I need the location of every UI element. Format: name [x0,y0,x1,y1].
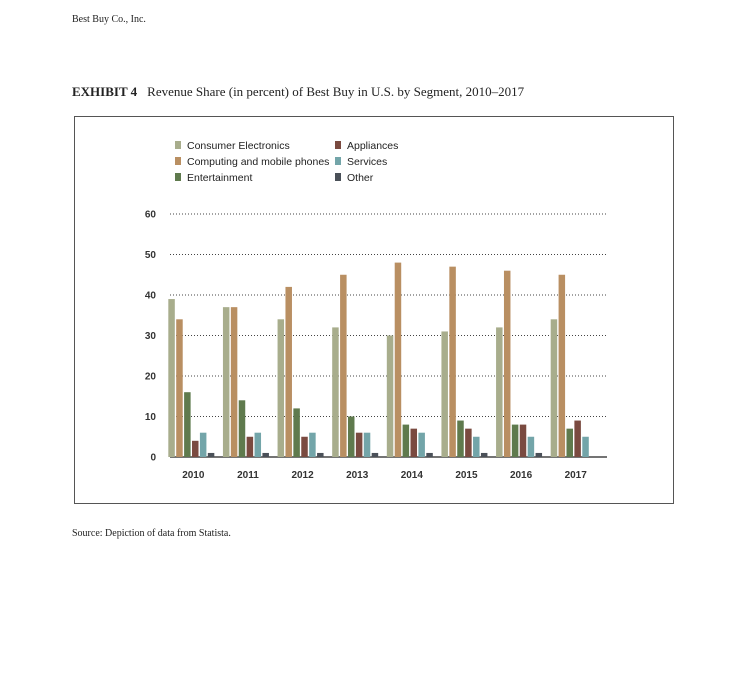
bar-2010-consumer-electronics [168,299,175,457]
bar-2011-services [255,433,262,457]
bar-2017-entertainment [566,429,573,457]
bar-2012-other [317,453,324,457]
bar-2017-services [582,437,589,457]
bar-2017-consumer-electronics [551,319,558,457]
bar-2012-appliances [301,437,308,457]
bar-2011-entertainment [239,400,246,457]
bar-2016-appliances [520,425,527,457]
bar-2012-computing-and-mobile-phones [285,287,292,457]
bar-2010-services [200,433,207,457]
company-header: Best Buy Co., Inc. [72,14,146,25]
bar-2012-entertainment [293,408,300,457]
legend-swatch-entertainment [175,173,181,181]
bar-2014-appliances [411,429,418,457]
y-tick-label-10: 10 [144,412,156,423]
y-tick-label-50: 50 [144,250,156,261]
bar-2014-entertainment [403,425,410,457]
bar-2016-services [528,437,535,457]
bar-2013-other [372,453,379,457]
bar-2015-consumer-electronics [441,331,448,457]
bar-2013-appliances [356,433,363,457]
x-tick-label-2012: 2012 [291,470,314,481]
legend-label-other: Other [347,172,374,184]
bar-2012-consumer-electronics [278,319,285,457]
bar-2014-consumer-electronics [387,336,394,458]
x-tick-label-2010: 2010 [182,470,205,481]
bar-2015-other [481,453,488,457]
legend-label-consumer-electronics: Consumer Electronics [187,140,290,152]
bar-2013-services [364,433,371,457]
bar-2011-other [262,453,269,457]
legend-swatch-consumer-electronics [175,141,181,149]
bar-2011-computing-and-mobile-phones [231,307,238,457]
bar-2017-appliances [574,421,581,457]
x-tick-label-2015: 2015 [455,470,478,481]
x-tick-label-2017: 2017 [564,470,587,481]
x-tick-label-2013: 2013 [346,470,369,481]
bar-2010-computing-and-mobile-phones [176,319,183,457]
bar-2011-appliances [247,437,254,457]
bar-2014-services [418,433,425,457]
y-tick-label-30: 30 [144,331,156,342]
bar-2015-computing-and-mobile-phones [449,267,456,457]
bar-2015-appliances [465,429,472,457]
bar-2016-entertainment [512,425,519,457]
x-tick-label-2011: 2011 [237,470,259,481]
bar-2015-entertainment [457,421,464,457]
x-tick-label-2016: 2016 [509,470,533,481]
bar-2013-consumer-electronics [332,327,339,457]
bar-2016-other [536,453,543,457]
legend-swatch-other [335,173,341,181]
bar-2012-services [309,433,316,457]
bar-2010-appliances [192,441,199,457]
legend-label-appliances: Appliances [347,140,399,152]
y-tick-label-60: 60 [144,209,156,221]
bar-2015-services [473,437,480,457]
bar-2016-computing-and-mobile-phones [504,271,511,457]
y-tick-label-20: 20 [144,371,156,383]
source-note: Source: Depiction of data from Statista. [72,528,231,539]
bar-2016-consumer-electronics [496,327,503,457]
bar-chart [75,117,675,505]
legend-label-entertainment: Entertainment [187,172,253,184]
y-tick-label-40: 40 [144,290,156,302]
exhibit-label: EXHIBIT 4 [72,84,138,99]
bar-2013-entertainment [348,417,355,458]
bar-2011-consumer-electronics [223,307,230,457]
legend-label-computing-and-mobile-phones: Computing and mobile phones [187,156,330,168]
x-tick-label-2014: 2014 [400,470,423,481]
exhibit-title [72,84,524,100]
bar-2014-computing-and-mobile-phones [395,263,402,457]
bar-2017-computing-and-mobile-phones [559,275,566,457]
legend-label-services: Services [347,156,388,168]
exhibit-title-text: Revenue Share (in percent) of Best Buy in U.S. by Segment, 2010–2017 [147,84,525,99]
bar-2014-other [426,453,433,457]
bar-2010-other [208,453,215,457]
legend-swatch-computing-and-mobile-phones [175,157,181,165]
bar-2013-computing-and-mobile-phones [340,275,347,457]
chart-frame [74,116,674,504]
legend-swatch-appliances [335,141,341,149]
y-tick-label-0: 0 [150,452,156,464]
legend-swatch-services [335,157,341,165]
bar-2010-entertainment [184,392,191,457]
